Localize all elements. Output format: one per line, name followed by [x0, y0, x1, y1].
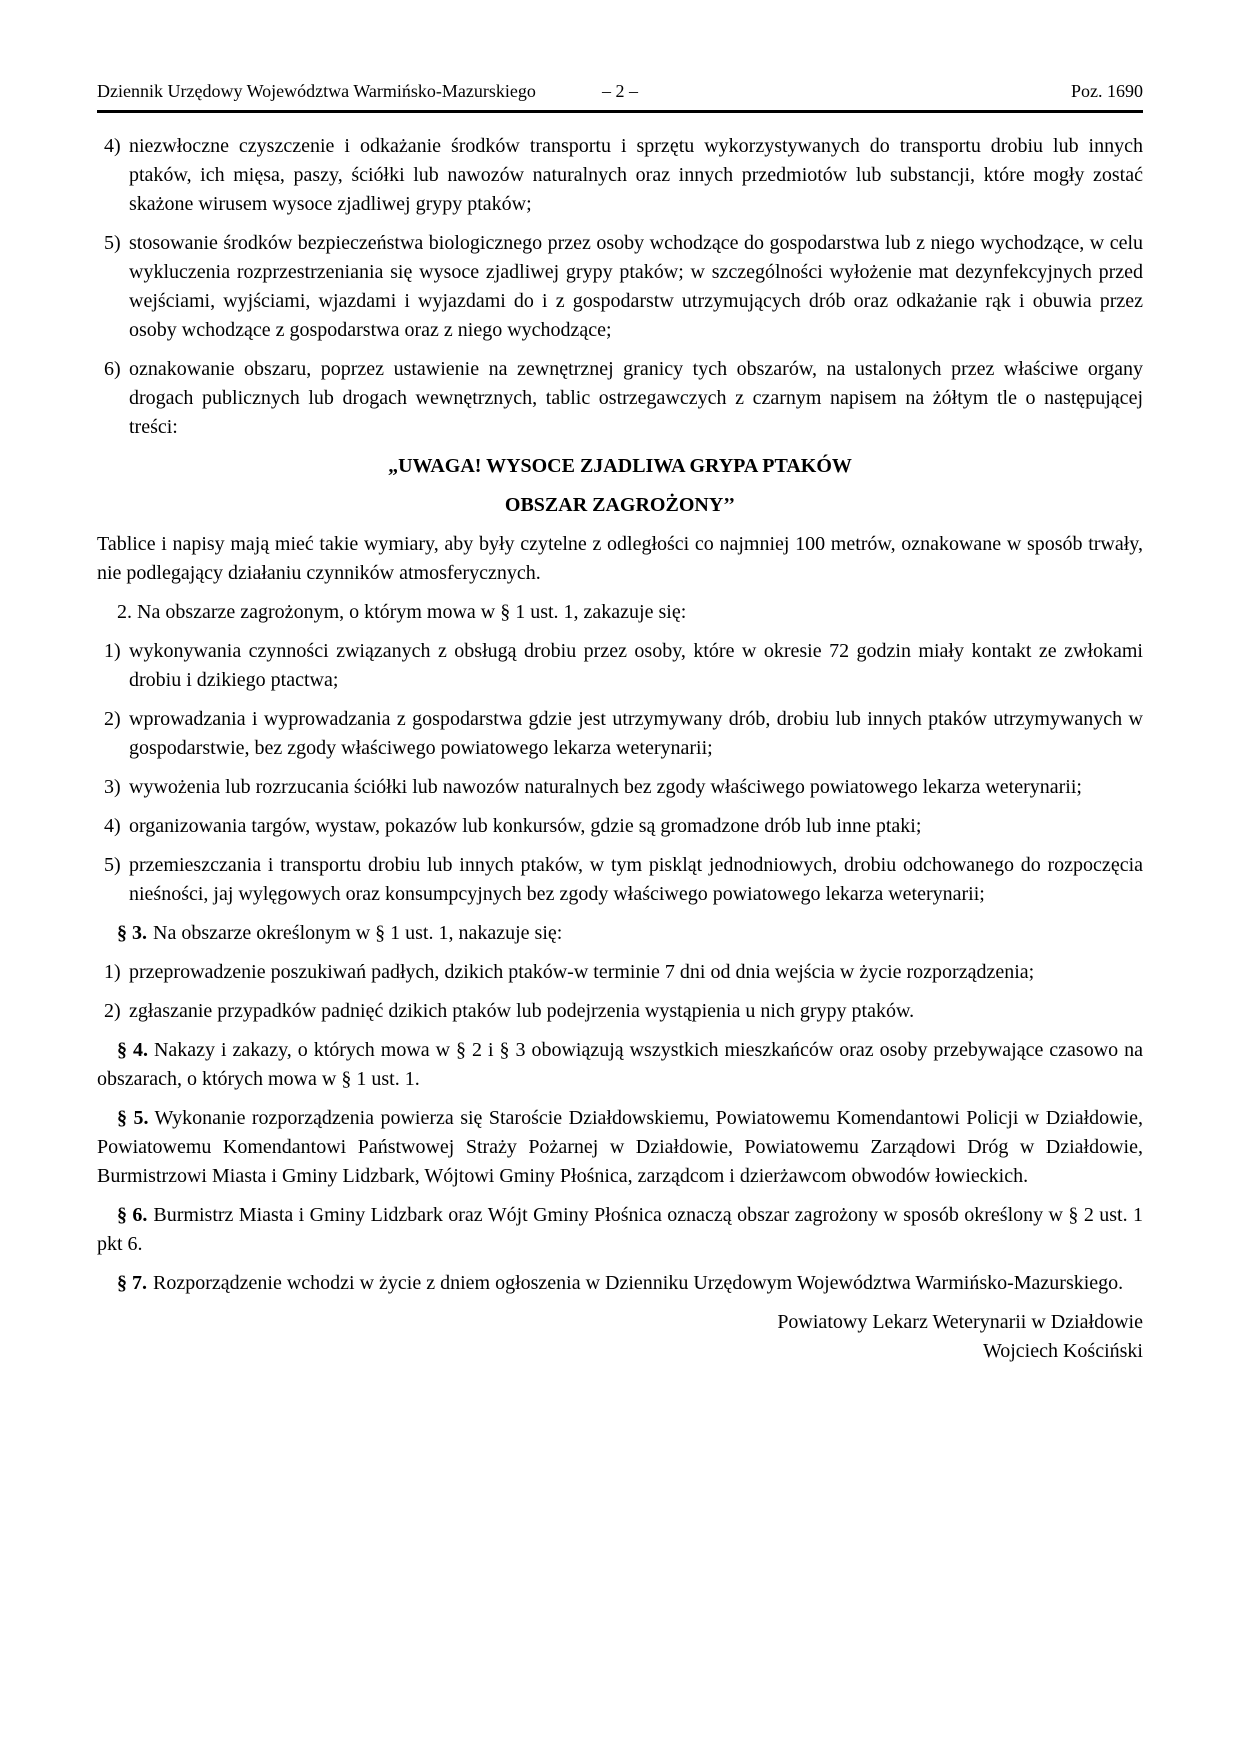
section-6-lead: § 6. — [117, 1204, 148, 1226]
list-item-number: 2) — [104, 1000, 121, 1022]
list-item-text: niezwłoczne czyszczenie i odkażanie środków transportu i sprzętu wykorzystywanych do transportu drobiu lub innych ptaków, ich mięsa, paszy, ściółki lub nawozów naturalnych oraz innych przedmiotów lub substancji, które mogły zostać skażone wirusem wysoce zjadliwej grypy ptaków; — [129, 135, 1143, 215]
list-item-number: 1) — [104, 640, 121, 662]
paragraph-ust-2: 2. Na obszarze zagrożonym, o którym mowa w § 1 ust. 1, zakazuje się: — [117, 601, 687, 623]
list-item — [97, 851, 1143, 909]
list-item — [97, 355, 1143, 442]
list-item-text: zgłaszanie przypadków padnięć dzikich ptaków lub podejrzenia wystąpienia u nich grypy ptaków. — [129, 1000, 915, 1022]
list-item-text: oznakowanie obszaru, poprzez ustawienie na zewnętrznej granicy tych obszarów, na ustalonych przez właściwe organy drogach publicznych lub drogach wewnętrznych, tablic ostrzegawczych z czarnym napisem na żółtym tle o następującej treści: — [129, 358, 1143, 438]
page-number: – 2 – — [602, 81, 638, 101]
section-4-paragraph — [97, 1036, 1143, 1094]
list-item-text: organizowania targów, wystaw, pokazów lub konkursów, gdzie są gromadzone drób lub inne ptaki; — [129, 815, 922, 837]
list-item-number: 4) — [104, 815, 121, 837]
list-item-text: wykonywania czynności związanych z obsługą drobiu przez osoby, które w okresie 72 godzin miały kontakt ze zwłokami drobiu i dzikiego ptactwa; — [129, 640, 1143, 691]
signature-name: Wojciech Kościński — [982, 1340, 1143, 1362]
section-3-lead: § 3. — [117, 922, 147, 944]
document-body — [97, 132, 1143, 1366]
list-item-number: 4) — [104, 135, 121, 157]
list-item-text: przeprowadzenie poszukiwań padłych, dzikich ptaków-w terminie 7 dni od dnia wejścia w życie rozporządzenia; — [129, 961, 1035, 983]
list-item — [97, 812, 1143, 841]
list-item — [97, 705, 1143, 763]
list-item — [97, 773, 1143, 802]
section-5-text: Wykonanie rozporządzenia powierza się Staroście Działdowskiemu, Powiatowemu Komendantowi Policji w Działdowie, Powiatowemu Komendantowi Państwowej Straży Pożarnej w Działdowie, Powiatowemu Zarządowi Dróg w Działdowie, Burmistrzowi Miasta i Gminy Lidzbark, Wójtowi Gminy Płośnica, zarządcom i dzierżawcom obwodów łowieckich. — [97, 1107, 1143, 1187]
section-5-paragraph — [97, 1104, 1143, 1191]
warning-notice-line-2: OBSZAR ZAGROŻONY’’ — [504, 494, 736, 516]
section-4-lead: § 4. — [117, 1039, 148, 1061]
list-item — [97, 132, 1143, 219]
section-6-paragraph — [97, 1201, 1143, 1259]
list-item — [97, 637, 1143, 695]
list-item-number: 5) — [104, 232, 121, 254]
list-item-text: wywożenia lub rozrzucania ściółki lub nawozów naturalnych bez zgody właściwego powiatowego lekarza weterynarii; — [129, 776, 1082, 798]
list-item — [97, 997, 1143, 1026]
position-number: Poz. 1690 — [1071, 81, 1143, 101]
section-7-lead: § 7. — [117, 1272, 147, 1294]
section-7-text: Rozporządzenie wchodzi w życie z dniem ogłoszenia w Dzienniku Urzędowym Województwa Warmińsko-Mazurskiego. — [153, 1272, 1124, 1294]
list-item-number: 2) — [104, 708, 121, 730]
section-4-text: Nakazy i zakazy, o których mowa w § 2 i § 3 obowiązują wszystkich mieszkańców oraz osoby przebywające czasowo na obszarach, o których mowa w § 1 ust. 1. — [97, 1039, 1144, 1090]
page-header — [97, 80, 1143, 113]
section-7-paragraph — [97, 1269, 1143, 1298]
journal-title: Dziennik Urzędowy Województwa Warmińsko-Mazurskiego — [97, 81, 536, 101]
list-item-number: 3) — [104, 776, 121, 798]
list-item — [97, 958, 1143, 987]
list-item-number: 1) — [104, 961, 121, 983]
section-5-lead: § 5. — [117, 1107, 149, 1129]
section-6-text: Burmistrz Miasta i Gminy Lidzbark oraz Wójt Gminy Płośnica oznaczą obszar zagrożony w sposób określony w § 2 ust. 1 pkt 6. — [97, 1204, 1144, 1255]
section-3-paragraph — [97, 919, 1143, 948]
signature-title: Powiatowy Lekarz Weterynarii w Działdowie — [777, 1311, 1143, 1333]
section-3-text: Na obszarze określonym w § 1 ust. 1, nakazuje się: — [153, 922, 563, 944]
list-item-number: 6) — [104, 358, 121, 380]
signature-block — [97, 1308, 1143, 1366]
list-item — [97, 229, 1143, 345]
list-item-text: stosowanie środków bezpieczeństwa biologicznego przez osoby wchodzące do gospodarstwa lub z niego wychodzące, w celu wykluczenia rozprzestrzeniania się wysoce zjadliwej grypy ptaków; w szczególności wyłożenie mat dezynfekcyjnych przed wejściami, wyjściami, wjazdami i wyjazdami do i z gospodarstw utrzymujących drób oraz odkażanie rąk i obuwia przez osoby wchodzące z gospodarstwa oraz z niego wychodzące; — [129, 232, 1143, 341]
paragraph-tablice: Tablice i napisy mają mieć takie wymiary, aby były czytelne z odległości co najmniej 100 metrów, oznakowane w sposób trwały, nie podlegający działaniu czynników atmosferycznych. — [97, 533, 1143, 584]
list-item-text: wprowadzania i wyprowadzania z gospodarstwa gdzie jest utrzymywany drób, drobiu lub innych ptaków utrzymywanych w gospodarstwie, bez zgody właściwego powiatowego lekarza weterynarii; — [129, 708, 1143, 759]
list-item-number: 5) — [104, 854, 121, 876]
list-item-text: przemieszczania i transportu drobiu lub innych ptaków, w tym piskląt jednodniowych, drobiu odchowanego do rozpoczęcia nieśności, jaj wylęgowych oraz konsumpcyjnych bez zgody właściwego powiatowego lekarza weterynarii; — [129, 854, 1143, 905]
warning-notice-line-1: „UWAGA! WYSOCE ZJADLIWA GRYPA PTAKÓW — [388, 455, 852, 477]
